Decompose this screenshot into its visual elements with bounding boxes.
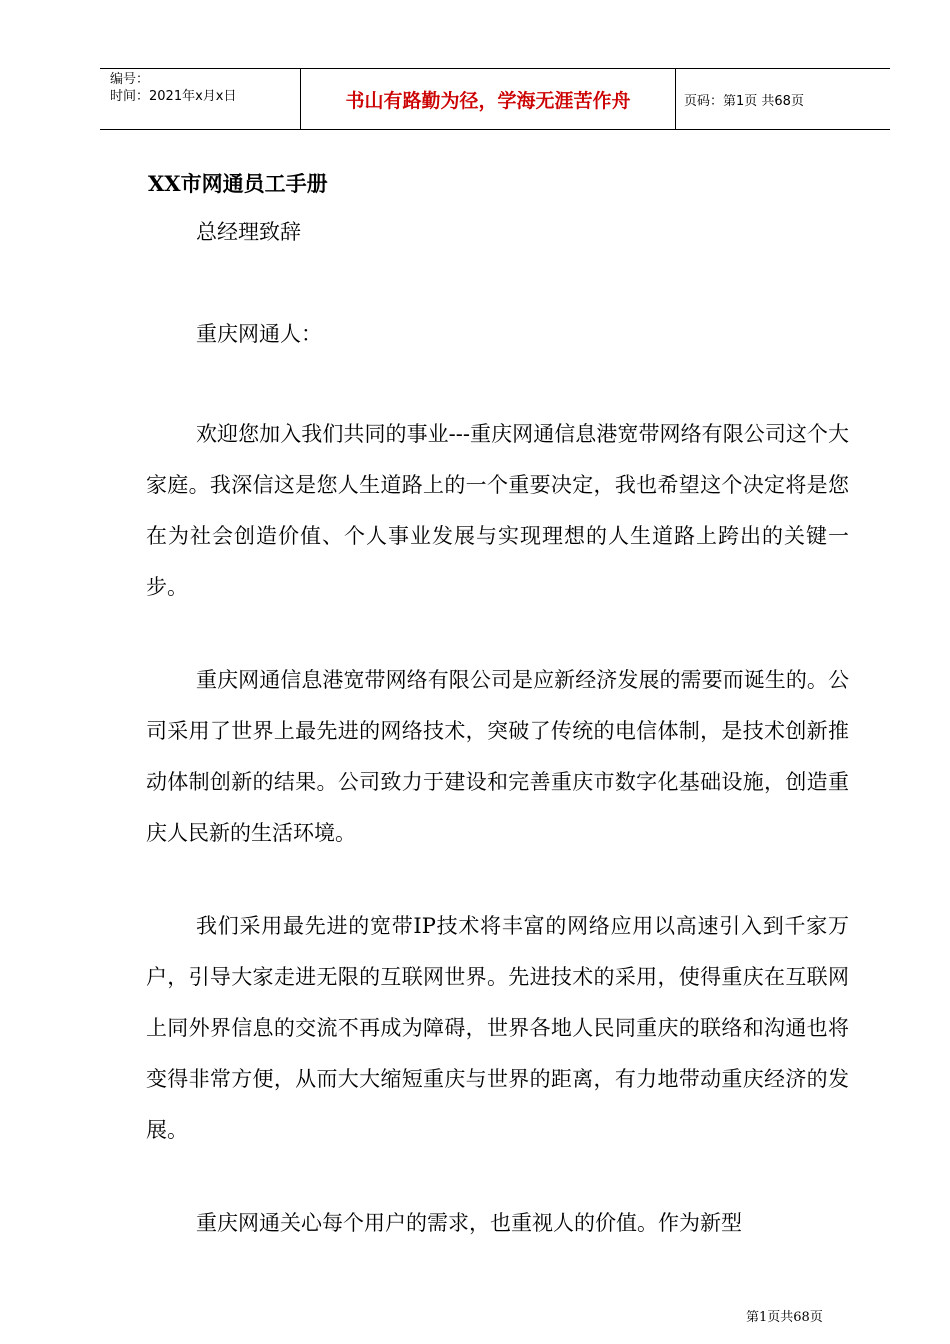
header-motto: 书山有路勤为径，学海无涯苦作舟	[301, 69, 676, 129]
header-meta	[100, 69, 301, 129]
body-paragraph: 重庆网通信息港宽带网络有限公司是应新经济发展的需要而诞生的。公司采用了世界上最先进的网络技术，突破了传统的电信体制，是技术创新推动体制创新的结果。公司致力于建设和完善重庆市数字化基础设施，创造重庆人民新的生活环境。	[146, 668, 849, 845]
date-label: 时间：2021年x月x日	[110, 89, 237, 104]
header-page-info: 页码：第1页 共68页	[684, 93, 804, 109]
number-label: 编号：	[110, 72, 150, 87]
page-header	[100, 68, 890, 130]
salutation: 重庆网通人：	[196, 322, 322, 346]
body-paragraph: 重庆网通关心每个用户的需求，也重视人的价值。作为新型	[196, 1211, 742, 1235]
page-footer: 第1页共68页	[746, 1310, 823, 1325]
body-paragraph: 我们采用最先进的宽带IP技术将丰富的网络应用以高速引入到千家万户，引导大家走进无限的互联网世界。先进技术的采用，使得重庆在互联网上同外界信息的交流不再成为障碍，世界各地人民同重庆的联络和沟通也将变得非常方便，从而大大缩短重庆与世界的距离，有力地带动重庆经济的发展。	[146, 914, 849, 1142]
section-title: 总经理致辞	[196, 220, 301, 244]
body-paragraph: 欢迎您加入我们共同的事业---重庆网通信息港宽带网络有限公司这个大家庭。我深信这是您人生道路上的一个重要决定，我也希望这个决定将是您在为社会创造价值、个人事业发展与实现理想的人生道路上跨出的关键一步。	[146, 422, 849, 599]
document-title: XX市网通员工手册	[148, 171, 328, 196]
